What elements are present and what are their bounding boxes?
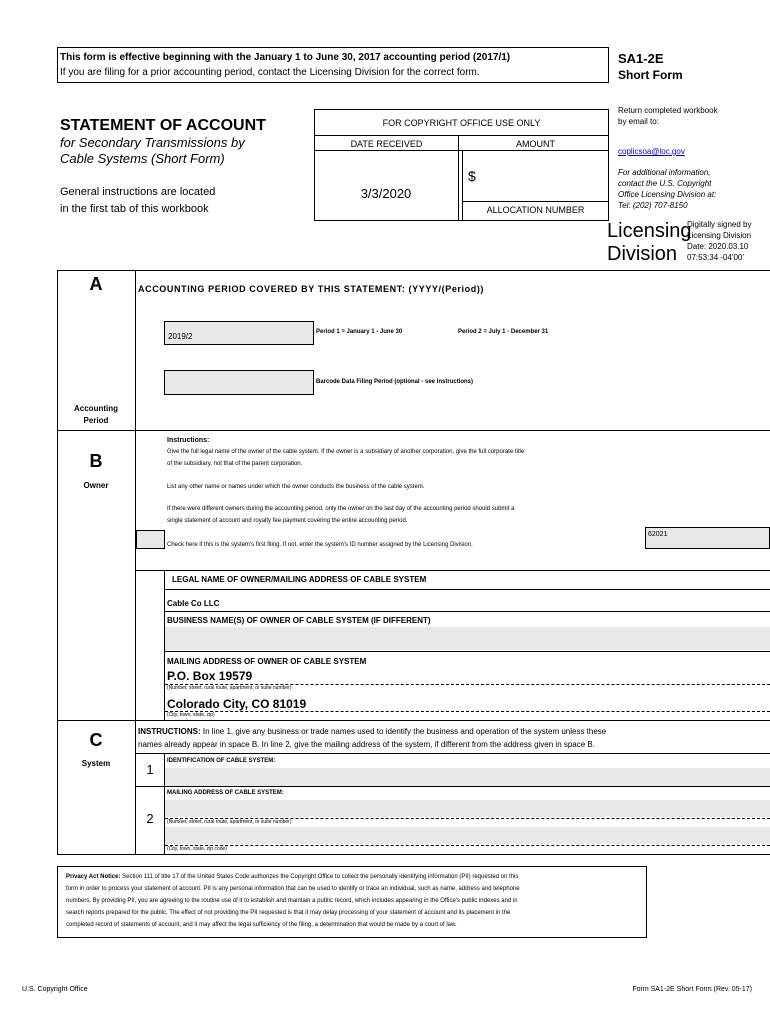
date-received-value: 3/3/2020 bbox=[360, 186, 412, 201]
form-type: Short Form bbox=[618, 68, 683, 82]
barcode-filing-period-label: Barcode Data Filing Period (optional - see instructions) bbox=[316, 379, 474, 385]
general-instructions-2: in the first tab of this workbook bbox=[60, 203, 209, 215]
system-line-1-number: 1 bbox=[146, 762, 154, 777]
period-1-description: Period 1 = January 1 - June 30 bbox=[316, 329, 403, 335]
system-instructions-2: names already appear in space B. In line 2, give the mailing address of the system, if different from the address given in space B. bbox=[138, 740, 595, 749]
date-received-label: DATE RECEIVED bbox=[350, 139, 423, 149]
legal-name-label: LEGAL NAME OF OWNER/MAILING ADDRESS OF CABLE SYSTEM bbox=[172, 575, 427, 584]
owner-address-line-1[interactable]: P.O. Box 19579 bbox=[167, 669, 253, 683]
section-b-letter: B bbox=[89, 451, 103, 471]
return-instructions-2: by email to: bbox=[618, 117, 659, 126]
privacy-notice-text-1: Section 111 of title 17 of the United States Code authorizes the Copyright Office to collect the personally identifying information (PII) requested on this bbox=[120, 874, 519, 880]
footer-form-revision: Form SA1-2E Short Form (Rev. 05-17) bbox=[632, 986, 752, 993]
return-instructions-1: Return completed workbook bbox=[618, 106, 718, 115]
contact-info-3: Office Licensing Division at: bbox=[618, 190, 717, 199]
section-b-side-label: Owner bbox=[83, 481, 109, 490]
accounting-period-heading: ACCOUNTING PERIOD COVERED BY THIS STATEMENT: (YYYY/(Period)) bbox=[138, 284, 485, 294]
accounting-period-value: 2019/2 bbox=[168, 332, 193, 341]
owner-address-hint-2: (City, town, state, zip) bbox=[167, 712, 215, 718]
section-a-side-label-2: Period bbox=[83, 416, 109, 425]
owner-address-hint-1: (Number, street, rural route, apartment, or suite number) bbox=[167, 685, 292, 691]
signature-details-1: Digitally signed by bbox=[687, 220, 752, 229]
system-instructions-text-1: In line 1, give any business or trade names used to identify the business and operation of the system unless these bbox=[200, 727, 607, 736]
system-line-2-number: 2 bbox=[146, 811, 154, 826]
effective-notice-line2: If you are filing for a prior accounting period, contact the Licensing Division for the correct form. bbox=[60, 67, 480, 78]
section-a-letter: A bbox=[89, 274, 103, 294]
owner-instructions-1: Give the full legal name of the owner of the cable system. If the owner is a subsidiary of another corporation, give the full corporate title bbox=[167, 449, 525, 455]
form-id: SA1-2E bbox=[618, 51, 664, 66]
privacy-notice-4: search reports prepared for the public. The effect of not providing the PII requested is that it may delay processing of your statement of account and its placement in the bbox=[66, 910, 511, 916]
owner-instructions-3: List any other name or names under which the owner conducts the business of the cable system. bbox=[167, 484, 425, 490]
system-address-hint-2: (City, town, state, zip code) bbox=[167, 846, 227, 852]
section-a-side-label-1: Accounting bbox=[74, 404, 118, 413]
barcode-filing-period-input[interactable] bbox=[164, 370, 314, 395]
contact-info-4: Tel: (202) 707-8150 bbox=[618, 201, 688, 210]
legal-name-value[interactable]: Cable Co LLC bbox=[167, 599, 220, 608]
system-address-hint-1: (Number, street, rural route, apartment, or suite number) bbox=[167, 819, 292, 825]
amount-dollar-sign: $ bbox=[468, 168, 476, 184]
system-instructions-bold: INSTRUCTIONS: bbox=[138, 727, 201, 736]
privacy-notice-5: completed record of statements of account, and it may affect the legal sufficiency of the filing, a determination that would be made by a court of law. bbox=[66, 922, 457, 928]
signature-details-2: Licensing Division bbox=[687, 231, 752, 240]
owner-instructions-2: of the subsidiary, not that of the parent corporation. bbox=[167, 461, 303, 467]
contact-info-2: contact the U.S. Copyright bbox=[618, 179, 712, 188]
signature-name-2: Division bbox=[607, 243, 678, 265]
owner-instructions-5: single statement of account and royalty fee payment covering the entire accounting period. bbox=[167, 518, 408, 524]
system-mailing-address-label: MAILING ADDRESS OF CABLE SYSTEM: bbox=[167, 790, 284, 796]
statement-subtitle-2: Cable Systems (Short Form) bbox=[60, 151, 225, 166]
system-id-value: 62021 bbox=[648, 531, 668, 538]
amount-label: AMOUNT bbox=[516, 139, 555, 149]
system-instructions-1 bbox=[138, 727, 606, 736]
section-c-side-label: System bbox=[81, 759, 111, 768]
general-instructions-1: General instructions are located bbox=[60, 186, 216, 198]
email-link[interactable]: coplicsoa@loc.gov bbox=[618, 147, 685, 156]
contact-info-1: For additional information, bbox=[618, 168, 711, 177]
owner-instructions-4: If there were different owners during the accounting period, only the owner on the last day of the accounting period should submit a bbox=[167, 506, 515, 512]
allocation-number-label: ALLOCATION NUMBER bbox=[486, 205, 585, 215]
system-identification-input[interactable] bbox=[165, 768, 770, 786]
statement-subtitle-1: for Secondary Transmissions by bbox=[60, 135, 245, 150]
privacy-notice-title: Privacy Act Notice: bbox=[66, 874, 121, 880]
business-names-label: BUSINESS NAME(S) OF OWNER OF CABLE SYSTEM (IF DIFFERENT) bbox=[167, 616, 431, 625]
effective-notice-line1: This form is effective beginning with the January 1 to June 30, 2017 accounting period (2017/1) bbox=[60, 52, 511, 63]
signature-name-1: Licensing bbox=[607, 220, 692, 242]
office-use-header: FOR COPYRIGHT OFFICE USE ONLY bbox=[382, 118, 541, 128]
signature-details-3: Date: 2020.03.10 bbox=[687, 242, 749, 251]
system-identification-label: IDENTIFICATION OF CABLE SYSTEM: bbox=[167, 758, 276, 764]
period-2-description: Period 2 = July 1 - December 31 bbox=[458, 329, 549, 335]
signature-details-4: 07:53:34 -04'00' bbox=[687, 253, 744, 262]
system-address-line-1-input[interactable] bbox=[165, 800, 770, 817]
first-filing-label: Check here if this is the system's first filing. If not, enter the system's ID number assigned by the Licensing Division. bbox=[167, 542, 473, 548]
privacy-notice-2: form in order to process your statement of account. PII is any personal information that can be used to identify or trace an individual, such as name, address and telephone bbox=[66, 886, 520, 892]
first-filing-checkbox[interactable] bbox=[136, 530, 165, 549]
section-c-letter: C bbox=[89, 730, 103, 750]
mailing-address-label: MAILING ADDRESS OF OWNER OF CABLE SYSTEM bbox=[167, 657, 367, 666]
owner-address-line-2[interactable]: Colorado City, CO 81019 bbox=[167, 697, 307, 711]
owner-instructions-title: Instructions: bbox=[167, 437, 210, 444]
system-address-line-2-input[interactable] bbox=[165, 827, 770, 844]
privacy-notice-1 bbox=[66, 874, 518, 880]
business-names-input[interactable] bbox=[165, 627, 770, 650]
privacy-notice-3: numbers. By providing PII, you are agreeing to the routine use of it to establish and maintain a public record, which includes appearing in the Office's public indexes and in bbox=[66, 898, 518, 904]
statement-title: STATEMENT OF ACCOUNT bbox=[60, 117, 266, 134]
footer-office: U.S. Copyright Office bbox=[22, 986, 88, 993]
